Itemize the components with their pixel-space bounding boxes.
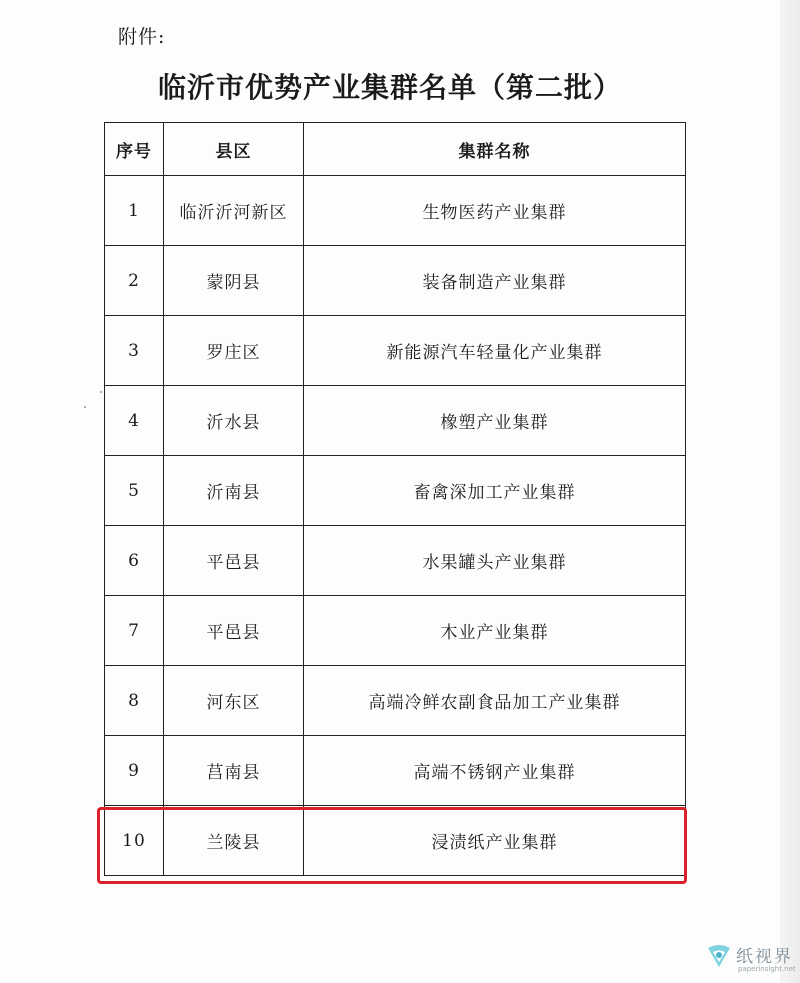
header-serial-number: 序号 xyxy=(105,123,164,176)
row-cluster-name: 高端冷鲜农副食品加工产业集群 xyxy=(304,666,686,736)
table-row-highlighted xyxy=(105,806,686,876)
attachment-label: 附件: xyxy=(118,26,166,48)
row-cluster-name: 新能源汽车轻量化产业集群 xyxy=(304,316,686,386)
row-number: 3 xyxy=(105,316,164,386)
row-county: 蒙阴县 xyxy=(164,246,304,316)
row-county: 沂南县 xyxy=(164,456,304,526)
row-number: 2 xyxy=(105,246,164,316)
table-row xyxy=(105,316,686,386)
row-county: 兰陵县 xyxy=(164,806,304,876)
row-number: 9 xyxy=(105,736,164,806)
row-number: 10 xyxy=(105,806,164,876)
row-cluster-name: 生物医药产业集群 xyxy=(304,176,686,246)
row-number: 1 xyxy=(105,176,164,246)
row-cluster-name: 高端不锈钢产业集群 xyxy=(304,736,686,806)
row-county: 平邑县 xyxy=(164,596,304,666)
row-county: 沂水县 xyxy=(164,386,304,456)
row-cluster-name: 水果罐头产业集群 xyxy=(304,526,686,596)
paperinsight-logo-icon xyxy=(704,940,734,970)
table-row xyxy=(105,176,686,246)
document-title: 临沂市优势产业集群名单（第二批） xyxy=(157,71,622,104)
table-row xyxy=(105,596,686,666)
row-county: 莒南县 xyxy=(164,736,304,806)
row-number: 5 xyxy=(105,456,164,526)
header-cluster-name: 集群名称 xyxy=(304,123,686,176)
table-row xyxy=(105,526,686,596)
table-row xyxy=(105,386,686,456)
cluster-table xyxy=(104,122,686,876)
row-cluster-name: 畜禽深加工产业集群 xyxy=(304,456,686,526)
watermark-text: 纸视界 xyxy=(736,947,793,967)
table-row xyxy=(105,246,686,316)
row-cluster-name: 橡塑产业集群 xyxy=(304,386,686,456)
watermark-url: paperinsight.net xyxy=(738,965,796,973)
header-county: 县区 xyxy=(164,123,304,176)
row-cluster-name: 木业产业集群 xyxy=(304,596,686,666)
row-number: 4 xyxy=(105,386,164,456)
row-county: 河东区 xyxy=(164,666,304,736)
table-row xyxy=(105,666,686,736)
row-number: 8 xyxy=(105,666,164,736)
row-cluster-name: 装备制造产业集群 xyxy=(304,246,686,316)
row-county: 罗庄区 xyxy=(164,316,304,386)
row-number: 7 xyxy=(105,596,164,666)
table-row xyxy=(105,736,686,806)
page-edge xyxy=(780,0,800,983)
scan-speck xyxy=(100,391,102,393)
watermark xyxy=(704,940,800,983)
row-number: 6 xyxy=(105,526,164,596)
row-county: 平邑县 xyxy=(164,526,304,596)
scan-speck xyxy=(84,406,86,408)
row-county: 临沂沂河新区 xyxy=(164,176,304,246)
table-row xyxy=(105,456,686,526)
table-header-row xyxy=(105,123,686,176)
row-cluster-name: 浸渍纸产业集群 xyxy=(304,806,686,876)
